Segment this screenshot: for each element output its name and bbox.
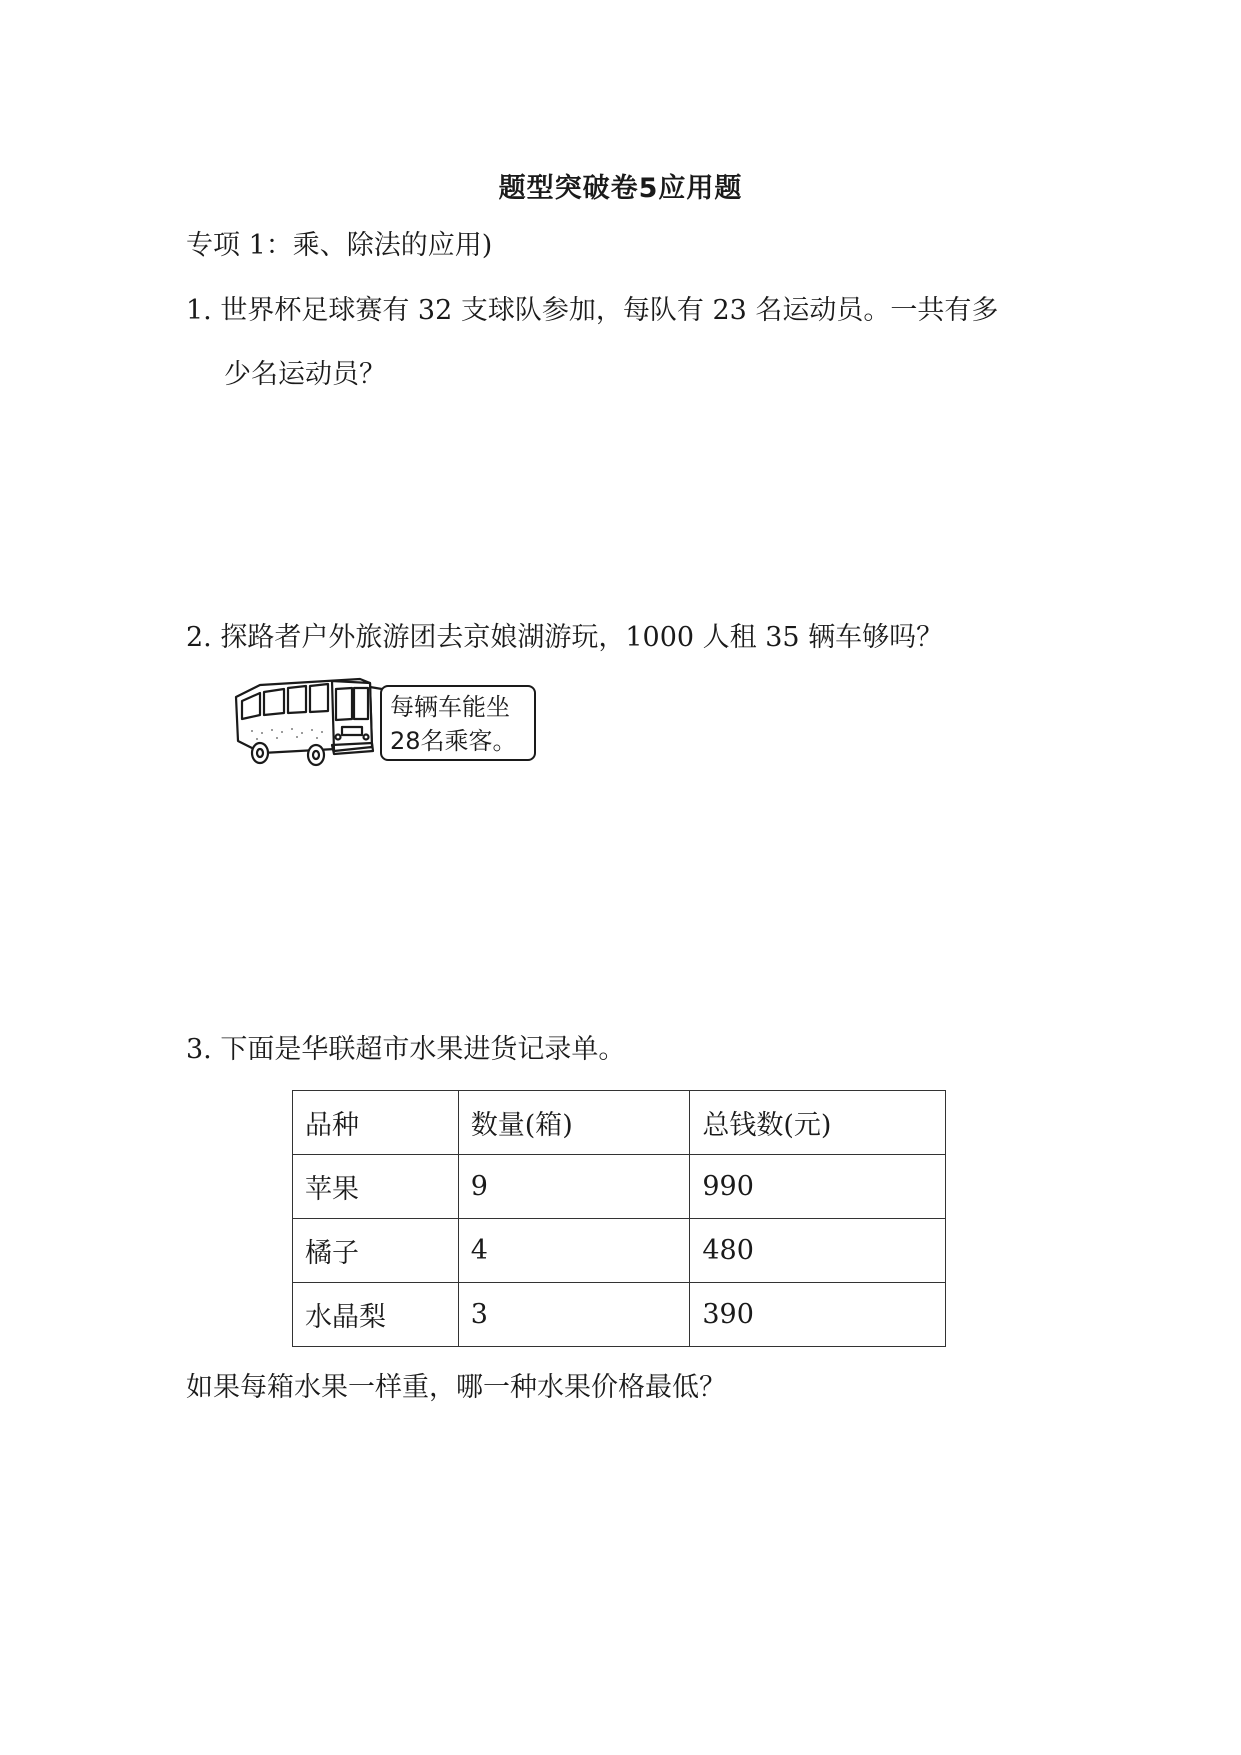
table-cell: 4 (458, 1219, 690, 1283)
table-cell: 9 (458, 1155, 690, 1219)
bus-illustration (232, 675, 552, 767)
question-3-prompt: 如果每箱水果一样重，哪一种水果价格最低？ (186, 1372, 726, 1403)
page-title: 题型突破卷5应用题 (498, 173, 743, 204)
question-1-line-1: 1. 世界杯足球赛有 32 支球队参加，每队有 23 名运动员。一共有多 (186, 295, 999, 326)
question-3-intro: 3. 下面是华联超市水果进货记录单。 (186, 1034, 626, 1065)
fruit-purchase-table (292, 1090, 946, 1347)
table-header-row (293, 1091, 946, 1155)
header-cell: 总钱数(元) (690, 1091, 946, 1155)
table-cell: 390 (690, 1283, 946, 1347)
header-cell: 数量(箱) (458, 1091, 690, 1155)
header-cell: 品种 (293, 1091, 459, 1155)
table-cell: 橘子 (293, 1219, 459, 1283)
table-cell: 水晶梨 (293, 1283, 459, 1347)
bus-icon (232, 675, 392, 767)
bubble-line-2: 28名乘客。 (390, 727, 517, 755)
table-row (293, 1155, 946, 1219)
section-heading: 专项 1：乘、除法的应用) (186, 230, 493, 261)
table-cell: 990 (690, 1155, 946, 1219)
question-1-line-2: 少名运动员？ (224, 359, 386, 390)
speech-bubble (380, 685, 536, 761)
table-row (293, 1283, 946, 1347)
bubble-line-1: 每辆车能坐 (390, 693, 510, 721)
table-row (293, 1219, 946, 1283)
table-cell: 苹果 (293, 1155, 459, 1219)
question-2-text: 2. 探路者户外旅游团去京娘湖游玩，1000 人租 35 辆车够吗？ (186, 622, 944, 653)
table-cell: 480 (690, 1219, 946, 1283)
table-cell: 3 (458, 1283, 690, 1347)
